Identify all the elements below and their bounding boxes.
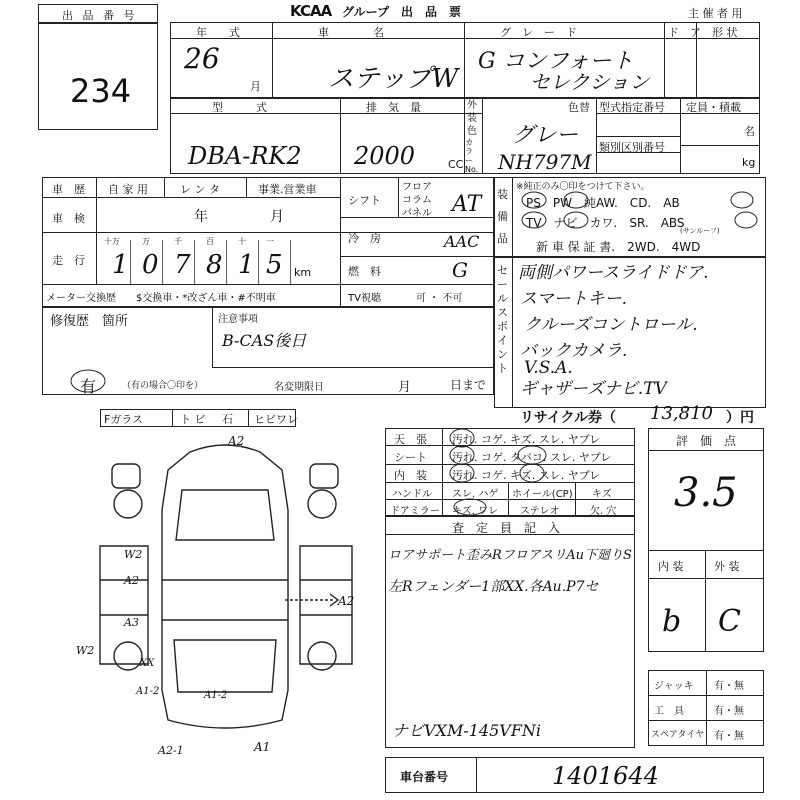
mileage-digit-4: 8: [206, 250, 223, 280]
interior-row-label: 内 装: [394, 469, 427, 482]
color-code-label: カラーNo.: [465, 138, 479, 174]
mileage-digit-1: 1: [112, 250, 129, 280]
mark-a3-left: A3: [124, 616, 139, 629]
mark-a2-left: A2: [124, 574, 139, 587]
equipment-row3: 新 車 保 証 書. 2WD. 4WD: [536, 240, 701, 254]
handle-value: スレ. ハゲ: [452, 489, 499, 500]
mark-a2-top: A2: [228, 434, 245, 448]
lot-number: 234: [70, 72, 132, 110]
rating-score: 3.5: [674, 470, 738, 516]
cc-unit: CC: [448, 158, 464, 171]
mileage-digit-2: 0: [142, 250, 159, 280]
lot-number-label: 出 品 番 号: [62, 9, 138, 22]
year-value: 26: [184, 42, 220, 75]
shape-header: 形 状: [712, 26, 738, 39]
type-designation-label: 型式指定番号: [599, 101, 665, 114]
mileage-unit-3: 千: [174, 237, 182, 246]
mark-a1-bottom: A1: [254, 740, 271, 754]
tv-value: 可 ・ 不可: [416, 293, 463, 304]
interior-row-value: 汚れ. コゲ. キズ. スレ. ヤブレ: [452, 469, 601, 482]
interior-grade: b: [662, 604, 682, 639]
mirror-value: キズ. ワレ: [452, 506, 499, 517]
equipment-note: ※純正のみ〇印をつけて下さい。: [516, 182, 650, 192]
shift-option-column: コラム: [402, 195, 432, 206]
grade-header: グ レ ー ド: [500, 26, 577, 39]
glass-label: Fガラス: [104, 413, 143, 426]
glass-stone: 石: [222, 413, 233, 426]
mileage-digit-5: 1: [238, 250, 255, 280]
kg-unit: kg: [742, 156, 756, 169]
repair-note: （有の場合〇印を）: [122, 381, 204, 391]
mark-a2-right: A2: [338, 594, 355, 608]
inspector-line1: ロアサポート歪みRフロアスリAu下廻りS: [388, 548, 632, 563]
tv-label: TV視聴: [348, 293, 381, 304]
brand-logo: KCAA: [290, 2, 332, 20]
color-code-value: NH797M: [498, 150, 592, 174]
interior-grade-label: 内 装: [658, 560, 684, 573]
displacement-header: 排 気 量: [366, 101, 421, 114]
shift-value: AT: [452, 192, 482, 217]
glass-chip: ト ビ: [180, 413, 206, 426]
equipment-label: 装備品: [497, 188, 508, 245]
mileage-label: 走 行: [52, 254, 85, 267]
grade-line1: G コンフォート: [478, 49, 634, 74]
organizer-label: 主 催 者 用: [688, 7, 743, 20]
mark-xx: XX: [140, 658, 155, 669]
history-label: 車 歴: [52, 183, 85, 196]
meter-options: $交換車・*改ざん車・#不明車: [136, 293, 276, 304]
ceiling-label: 天 張: [394, 433, 427, 446]
ceiling-value: 汚れ. コゲ. キズ. スレ. ヤブレ: [452, 433, 601, 446]
door-header: ド ア: [668, 26, 701, 39]
model-value: DBA-RK2: [188, 142, 302, 170]
sales-points-label: セールスポイント: [497, 264, 508, 375]
capacity-label: 定員・積載: [686, 101, 741, 114]
color-value: グレー: [512, 123, 579, 148]
shift-label: シフト: [348, 194, 381, 207]
mark-a21-bottom: A2-1: [158, 744, 184, 757]
stereo-label: ステレオ: [520, 506, 560, 517]
persons-unit: 名: [744, 125, 755, 138]
mileage-digit-3: 7: [174, 250, 191, 280]
inspection-label: 車 検: [52, 212, 85, 225]
recycle-label: リサイクル券（: [520, 410, 617, 426]
color-swap-label: 色替: [568, 101, 590, 114]
seat-value: 汚れ. コゲ. タバコ. スレ. ヤブレ: [452, 451, 612, 464]
repair-label: 修復歴 箇所: [50, 314, 129, 329]
inspection-year: 年: [194, 209, 208, 225]
caution-value: B-CAS後日: [222, 331, 307, 350]
chassis-label: 車台番号: [400, 770, 449, 784]
wheel-value: キズ: [592, 489, 612, 500]
meter-label: メーター交換歴: [46, 293, 116, 304]
car-name-header: 車 名: [318, 26, 384, 39]
sales-point-4: バックカメラ.: [520, 341, 628, 361]
tool-value: 有・無: [714, 706, 744, 717]
recycle-amount: 13,810: [650, 403, 713, 424]
model-header: 型 式: [212, 101, 267, 114]
caution-label: 注意事項: [218, 314, 258, 325]
fuel-value: G: [452, 258, 468, 282]
fuel-label: 燃 料: [348, 265, 381, 278]
mileage-digit-6: 5: [266, 250, 283, 280]
inspector-line2: 左Rフェンダー1部XX.各Au.P7セ: [388, 579, 599, 595]
equipment-row1: PS PW 純AW. CD. AB: [526, 196, 680, 210]
mark-w2-left: W2: [124, 548, 143, 561]
shift-option-floor: フロア: [402, 182, 432, 193]
mark-a12-left: A1-2: [136, 686, 160, 697]
mark-a12-center: A1-2: [204, 690, 228, 701]
deadline-month: 月: [398, 380, 412, 395]
deadline-day: 日まで: [450, 378, 487, 392]
history-rental: レ ン タ: [180, 183, 220, 196]
equipment-sunroof: (サンルーフ): [680, 227, 720, 235]
class-number-label: 類別区別番号: [599, 141, 665, 154]
mark-w2-outside: W2: [76, 644, 95, 657]
equipment-circles: [494, 177, 766, 257]
jack-value: 有・無: [714, 681, 744, 692]
rating-label: 評 価 点: [676, 434, 737, 448]
repair-circle: [68, 368, 108, 394]
sales-point-5: V.S.A.: [524, 358, 573, 378]
mileage-unit-2: 万: [142, 237, 150, 246]
ac-label: 冷 房: [348, 232, 381, 245]
inspection-month: 月: [270, 209, 284, 225]
inspector-label: 査 定 員 記 入: [452, 521, 561, 535]
sales-point-6: ギャザーズナビ.TV: [520, 379, 667, 399]
grade-line2: セレクション: [530, 70, 650, 94]
handle-label: ハンドル: [392, 489, 432, 500]
sales-point-2: スマートキー.: [520, 289, 628, 309]
history-business: 事業.営業車: [258, 183, 317, 196]
stereo-value: 欠. 穴: [590, 506, 617, 517]
jack-label: ジャッキ: [654, 681, 694, 692]
wheel-label: ホイール(CP): [512, 489, 573, 500]
km-unit: km: [294, 266, 312, 279]
exterior-grade-label: 外 装: [714, 560, 740, 573]
exterior-label: 外装色: [467, 100, 477, 137]
glass-crack: ヒビワレ: [254, 413, 298, 426]
exterior-grade: C: [718, 604, 741, 639]
spare-tire-label: スペアタイヤ: [651, 730, 705, 740]
displacement-value: 2000: [354, 142, 416, 170]
nav-model: ナビVXM-145VFNi: [392, 721, 542, 740]
repair-value: 有: [80, 377, 97, 396]
spare-tire-value: 有・無: [714, 731, 744, 742]
mirror-label: ドアミラー: [390, 506, 440, 517]
tool-label: 工 具: [654, 706, 684, 717]
recycle-suffix: ）円: [726, 410, 754, 426]
sales-point-3: クルーズコントロール.: [524, 315, 698, 335]
equipment-row2: TV ナビ カワ. SR. ABS: [526, 216, 685, 230]
year-header: 年 式: [196, 26, 240, 39]
chassis-number: 1401644: [552, 762, 659, 790]
month-label: 月: [250, 80, 261, 93]
deadline-label: 名変期限日: [274, 382, 324, 393]
car-name-value: ステップW: [328, 64, 459, 94]
mileage-unit-5: 十: [238, 237, 246, 246]
ac-value: AAC: [444, 232, 480, 251]
form-title: グループ 出 品 票: [342, 5, 462, 19]
seat-label: シート: [394, 451, 427, 464]
mileage-unit-6: 一: [266, 237, 274, 246]
mileage-unit-4: 百: [206, 237, 214, 246]
shift-option-panel: パネル: [402, 208, 432, 219]
history-private: 自 家 用: [108, 183, 148, 196]
condition-circles: [440, 428, 630, 516]
mileage-unit-1: 十万: [104, 237, 120, 246]
sales-point-1: 両側パワースライドドア.: [518, 263, 709, 283]
